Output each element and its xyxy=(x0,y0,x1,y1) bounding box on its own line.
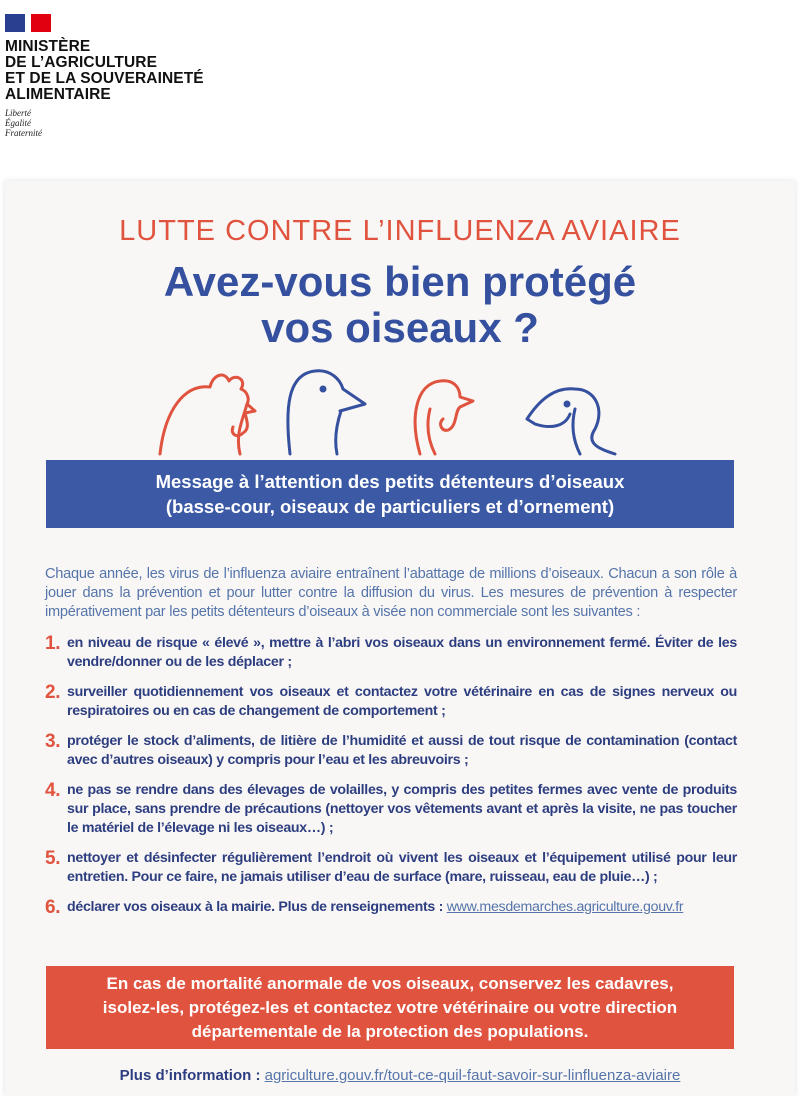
motto-line: Fraternité xyxy=(5,128,42,138)
item-text: en niveau de risque « élevé », mettre à l’abri vos oiseaux dans un environnement fermé. Éviter de les vendre/donner ou de les déplacer ; xyxy=(67,635,737,670)
item-number: 4. xyxy=(45,780,61,801)
item-number: 2. xyxy=(45,682,61,703)
rooster-icon xyxy=(160,375,255,454)
french-flag-icon xyxy=(5,14,51,32)
item-text: nettoyer et désinfecter régulièrement l’endroit où vivent les oiseaux et l’équipement utilisé pour leur entretien. Pour ce faire, ne jamais utiliser d’eau de surface (mare, ruisseau, eau de pluie…) ; xyxy=(67,850,737,885)
ministry-line: ALIMENTAIRE xyxy=(5,86,111,103)
list-item xyxy=(45,781,737,838)
goose-icon xyxy=(288,371,365,454)
intro-paragraph: Chaque année, les virus de l’influenza aviaire entraînent l’abattage de millions d’oiseaux. Chacun a son rôle à jouer dans la prévention et pour lutter contre la diffusion du virus. Les mesures de prévention à respecter impérativement par les petits détenteurs d’oiseaux à visée non commerciale sont les suivantes : xyxy=(45,566,737,620)
title-line: vos oiseaux ? xyxy=(261,304,539,351)
motto-line: Égalité xyxy=(5,118,31,128)
motto xyxy=(5,108,204,138)
mesdemarches-link[interactable]: www.mesdemarches.agriculture.gouv.fr xyxy=(446,899,684,915)
poster-kicker: LUTTE CONTRE L’INFLUENZA AVIAIRE xyxy=(119,215,681,247)
ministry-line: DE L’AGRICULTURE xyxy=(5,54,158,71)
list-item xyxy=(45,683,737,721)
motto-line: Liberté xyxy=(5,108,31,118)
alert-line: En cas de mortalité anormale de vos oiseaux, conservez les cadavres, xyxy=(106,974,674,993)
poster-body xyxy=(45,565,737,928)
banner-line: Message à l’attention des petits détenteurs d’oiseaux xyxy=(155,471,625,492)
item-text xyxy=(67,898,683,917)
item-text-main: déclarer vos oiseaux à la mairie. Plus de renseignements : xyxy=(67,899,447,915)
item-text: surveiller quotidiennement vos oiseaux et contactez votre vétérinaire en cas de signes nerveux ou respiratoires ou en cas de changement de comportement ; xyxy=(67,684,737,719)
birds-illustration xyxy=(155,349,625,459)
item-text: protéger le stock d’aliments, de litière de l’humidité et aussi de tout risque de contamination (contact avec d’autres oiseaux) y compris pour l’eau et les abreuvoirs ; xyxy=(67,733,737,768)
item-text: ne pas se rendre dans des élevages de volailles, y compris des petites fermes avec vente de produits sur place, sans prendre de précautions (nettoyer vos vêtements avant et après la visite, ne pas toucher le matériel de l’élevage ni les oiseaux…) ; xyxy=(67,782,737,836)
mortality-alert xyxy=(46,966,734,1049)
ministry-logo xyxy=(5,14,204,138)
item-number: 3. xyxy=(45,731,61,752)
list-item xyxy=(45,732,737,770)
more-info-label: Plus d’information : xyxy=(119,1067,265,1084)
poster xyxy=(5,181,795,1096)
list-item xyxy=(45,849,737,887)
more-info xyxy=(5,1067,795,1084)
audience-banner xyxy=(46,460,734,528)
duck-icon xyxy=(527,389,615,454)
ministry-name xyxy=(5,39,204,103)
alert-line: départementale de la protection des populations. xyxy=(191,1022,589,1041)
list-item xyxy=(45,634,737,672)
measures-list xyxy=(45,634,737,917)
item-number: 1. xyxy=(45,633,61,654)
title-line: Avez-vous bien protégé xyxy=(163,258,637,305)
ministry-line: MINISTÈRE xyxy=(5,38,91,55)
poster-title xyxy=(5,259,795,351)
alert-line: isolez-les, protégez-les et contactez votre vétérinaire ou votre direction xyxy=(102,998,678,1017)
item-number: 5. xyxy=(45,848,61,869)
turkey-icon xyxy=(415,381,473,454)
more-info-link[interactable]: agriculture.gouv.fr/tout-ce-quil-faut-savoir-sur-linfluenza-aviaire xyxy=(264,1067,681,1084)
list-item xyxy=(45,898,737,917)
banner-line: (basse-cour, oiseaux de particuliers et d’ornement) xyxy=(165,496,615,517)
item-number: 6. xyxy=(45,897,61,918)
ministry-line: ET DE LA SOUVERAINETÉ xyxy=(5,70,204,87)
